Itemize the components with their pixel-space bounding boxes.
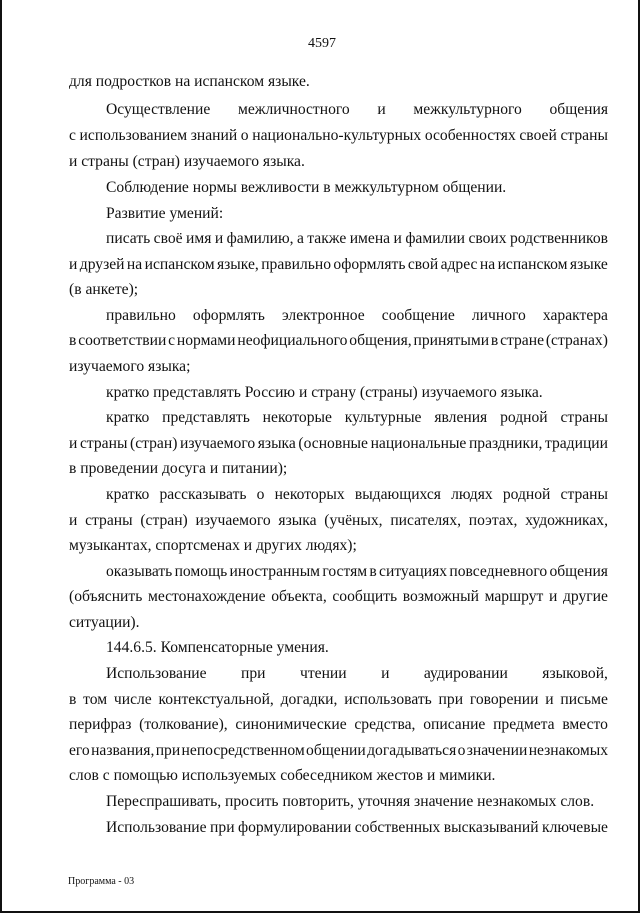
text-line: писать своё имя и фамилию, а также имена и фамилии своих родственников (106, 230, 608, 247)
text-line: Использование при формулировании собственных высказываний ключевые (106, 819, 608, 836)
text-line: 144.6.5. Компенсаторные умения. (106, 639, 329, 656)
page-footer: Программа - 03 (68, 876, 135, 887)
text-line: (объяснить местонахождение объекта, сообщить возможный маршрут и другие (69, 588, 608, 605)
text-line: для подростков на испанском языке. (69, 73, 310, 90)
text-line: оказывать помощь иностранным гостям в ситуациях повседневного общения (106, 563, 608, 580)
text-line: перифраз (толкование), синонимические средства, описание предмета вместо (69, 716, 608, 733)
text-line: (в анкете); (69, 281, 139, 298)
page-number: 4597 (308, 36, 336, 51)
text-line: его названия, при непосредственном общении догадываться о значении незнакомых (69, 742, 608, 759)
text-line: кратко представлять некоторые культурные явления родной страны (106, 409, 608, 426)
text-line: изучаемого языка; (69, 358, 191, 375)
text-line: Переспрашивать, просить повторить, уточняя значение незнакомых слов. (106, 793, 595, 810)
text-line: и страны (стран) изучаемого языка (учёных, писателях, поэтах, художниках, (69, 512, 608, 529)
text-line: Соблюдение нормы вежливости в межкультурном общении. (106, 179, 507, 196)
text-line: в проведении досуга и питании); (69, 460, 288, 477)
text-line: Развитие умений: (106, 205, 224, 222)
text-line: Использование при чтении и аудировании языковой, (106, 665, 608, 682)
text-line: и друзей на испанском языке, правильно оформлять свой адрес на испанском языке (69, 256, 608, 273)
text-line: с использованием знаний о национально-культурных особенностях своей страны (69, 127, 608, 144)
text-line: слов с помощью используемых собеседником жестов и мимики. (69, 767, 496, 784)
text-line: в соответствии с нормами неофициального общения, принятыми в стране (странах) (69, 332, 608, 349)
text-line: музыкантах, спортсменах и других людях); (69, 537, 357, 554)
text-line: правильно оформлять электронное сообщение личного характера (106, 307, 608, 324)
text-line: и страны (стран) изучаемого языка (основные национальные праздники, традиции (69, 435, 608, 452)
text-line: в том числе контекстуальной, догадки, использовать при говорении и письме (69, 691, 608, 708)
text-line: кратко рассказывать о некоторых выдающихся людях родной страны (106, 486, 608, 503)
text-line: кратко представлять Россию и страну (страны) изучаемого языка. (106, 384, 543, 401)
text-line: ситуации). (69, 614, 140, 631)
text-line: и страны (стран) изучаемого языка. (69, 153, 305, 170)
text-line: Осуществление межличностного и межкультурного общения (106, 101, 608, 118)
